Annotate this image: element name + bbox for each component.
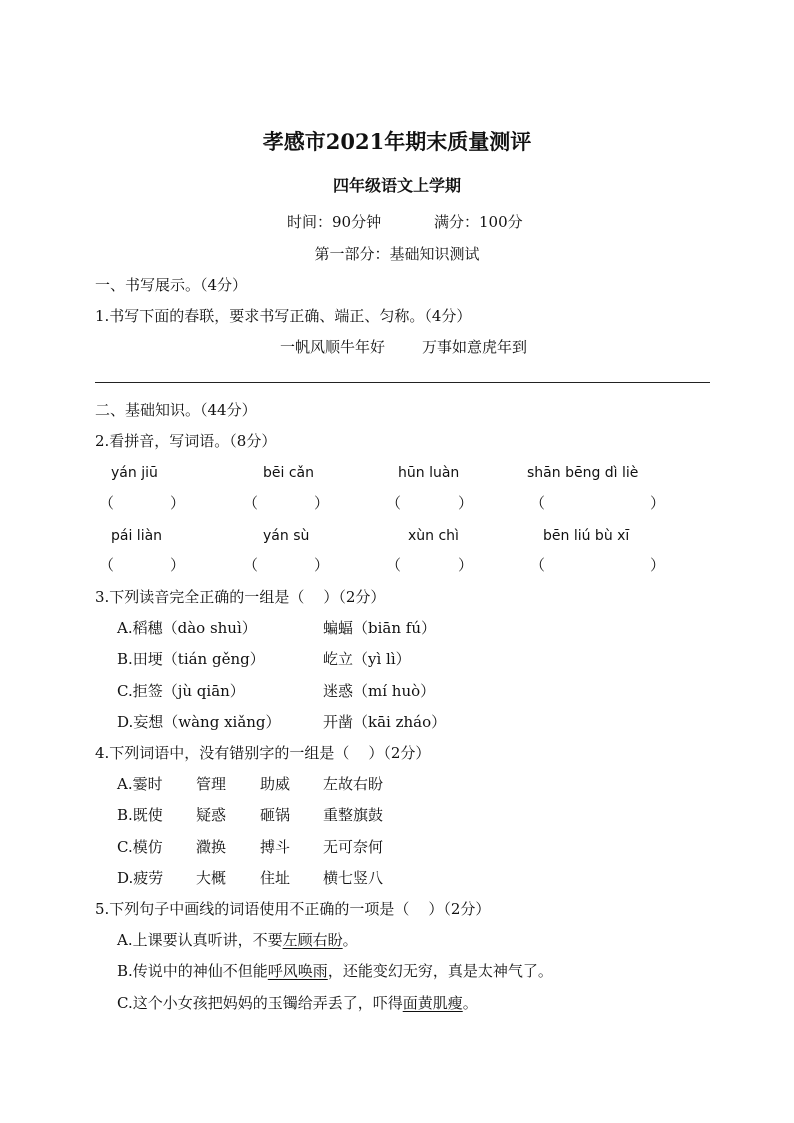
q4-word: 无可奈何 <box>323 838 384 856</box>
q5-text: 。 <box>342 931 358 949</box>
q5-underlined-word: 左顾右盼 <box>282 931 343 949</box>
pinyin-item: pái liàn <box>111 528 163 544</box>
q4-word: 大概 <box>196 869 227 887</box>
pinyin-item: yán sù <box>263 528 310 544</box>
answer-blank-close: ） <box>170 556 186 574</box>
answer-blank-open: （ <box>243 556 259 574</box>
q5-option-c <box>117 993 478 1013</box>
q3-option: A.稻穗（dào shuì） <box>117 619 257 637</box>
q3-option: C.拒签（jù qiān） <box>117 682 245 700</box>
answer-blank-open: （ <box>530 494 546 512</box>
exam-title: 孝感市2021年期末质量测评 <box>262 129 532 154</box>
answer-blank-open: （ <box>243 494 259 512</box>
q4-word: 搏斗 <box>260 838 291 856</box>
q4-word: 管理 <box>196 775 227 793</box>
exam-time: 时间：90分钟 <box>287 213 382 231</box>
q2-prompt: 2.看拼音，写词语。（8分） <box>95 432 277 450</box>
pinyin-item: shān bēng dì liè <box>527 465 639 481</box>
q5-text: 。 <box>462 994 478 1012</box>
q5-underlined-word: 面黄肌瘦 <box>402 994 463 1012</box>
q4-prompt: 4.下列词语中，没有错别字的一组是（ ）（2分） <box>95 744 431 762</box>
section2-heading: 二、基础知识。（44分） <box>95 401 257 419</box>
q3-option: 迷惑（mí huò） <box>323 682 436 700</box>
answer-blank-open: （ <box>99 556 115 574</box>
answer-blank-open: （ <box>386 494 402 512</box>
q4-word: 住址 <box>260 869 291 887</box>
q5-option-b <box>117 961 553 981</box>
couplet-right: 万事如意虎年到 <box>422 338 528 356</box>
exam-score: 满分：100分 <box>434 213 523 231</box>
q4-word: 瀓换 <box>196 838 227 856</box>
pinyin-item: bēn liú bù xī <box>543 528 630 544</box>
q3-option: 蝙蝠（biān fú） <box>323 619 436 637</box>
q5-text: A.上课要认真听讲，不要 <box>117 931 283 949</box>
answer-blank-close: ） <box>650 494 666 512</box>
q1-prompt: 1.书写下面的春联，要求书写正确、端正、匀称。（4分） <box>95 307 472 325</box>
q4-word: D.疲劳 <box>117 869 164 887</box>
pinyin-item: xùn chì <box>408 528 459 544</box>
answer-blank-close: ） <box>458 494 474 512</box>
q4-word: 横七竖八 <box>323 869 384 887</box>
q5-prompt: 5.下列句子中画线的词语使用不正确的一项是（ ）（2分） <box>95 900 491 918</box>
pinyin-item: bēi cǎn <box>263 465 314 481</box>
answer-blank-close: ） <box>650 556 666 574</box>
q5-option-a <box>117 930 358 950</box>
q3-option: B.田埂（tián gěng） <box>117 650 265 668</box>
pinyin-item: yán jiū <box>111 465 158 481</box>
exam-subtitle: 四年级语文上学期 <box>332 176 461 195</box>
answer-blank-close: ） <box>458 556 474 574</box>
q3-option: 屹立（yì lì） <box>323 650 411 668</box>
part-heading: 第一部分：基础知识测试 <box>314 245 480 263</box>
q4-word: A.霎时 <box>117 775 163 793</box>
section1-heading: 一、书写展示。（4分） <box>95 276 248 294</box>
q5-text: B.传说中的神仙不但能 <box>117 962 268 980</box>
answer-blank-close: ） <box>314 556 330 574</box>
writing-line <box>95 382 710 383</box>
q4-word: 助威 <box>260 775 291 793</box>
q5-text: C.这个小女孩把妈妈的玉镯给弄丢了，吓得 <box>117 994 403 1012</box>
answer-blank-open: （ <box>386 556 402 574</box>
q4-word: 砸锅 <box>260 806 291 824</box>
q4-word: 左故右盼 <box>323 775 384 793</box>
answer-blank-open: （ <box>99 494 115 512</box>
q5-text: ，还能变幻无穷，真是太神气了。 <box>327 962 553 980</box>
q3-prompt: 3.下列读音完全正确的一组是（ ）（2分） <box>95 588 386 606</box>
q4-word: 疑惑 <box>196 806 227 824</box>
q3-option: D.妄想（wàng xiǎng） <box>117 713 281 731</box>
couplet-left: 一帆风顺牛年好 <box>280 338 386 356</box>
pinyin-item: hūn luàn <box>398 465 460 481</box>
q4-word: C.模仿 <box>117 838 163 856</box>
answer-blank-close: ） <box>314 494 330 512</box>
q4-word: 重整旗鼓 <box>323 806 384 824</box>
q4-word: B.既使 <box>117 806 163 824</box>
q3-option: 开凿（kāi zháo） <box>323 713 447 731</box>
answer-blank-close: ） <box>170 494 186 512</box>
q5-underlined-word: 呼风唤雨 <box>267 962 328 980</box>
answer-blank-open: （ <box>530 556 546 574</box>
